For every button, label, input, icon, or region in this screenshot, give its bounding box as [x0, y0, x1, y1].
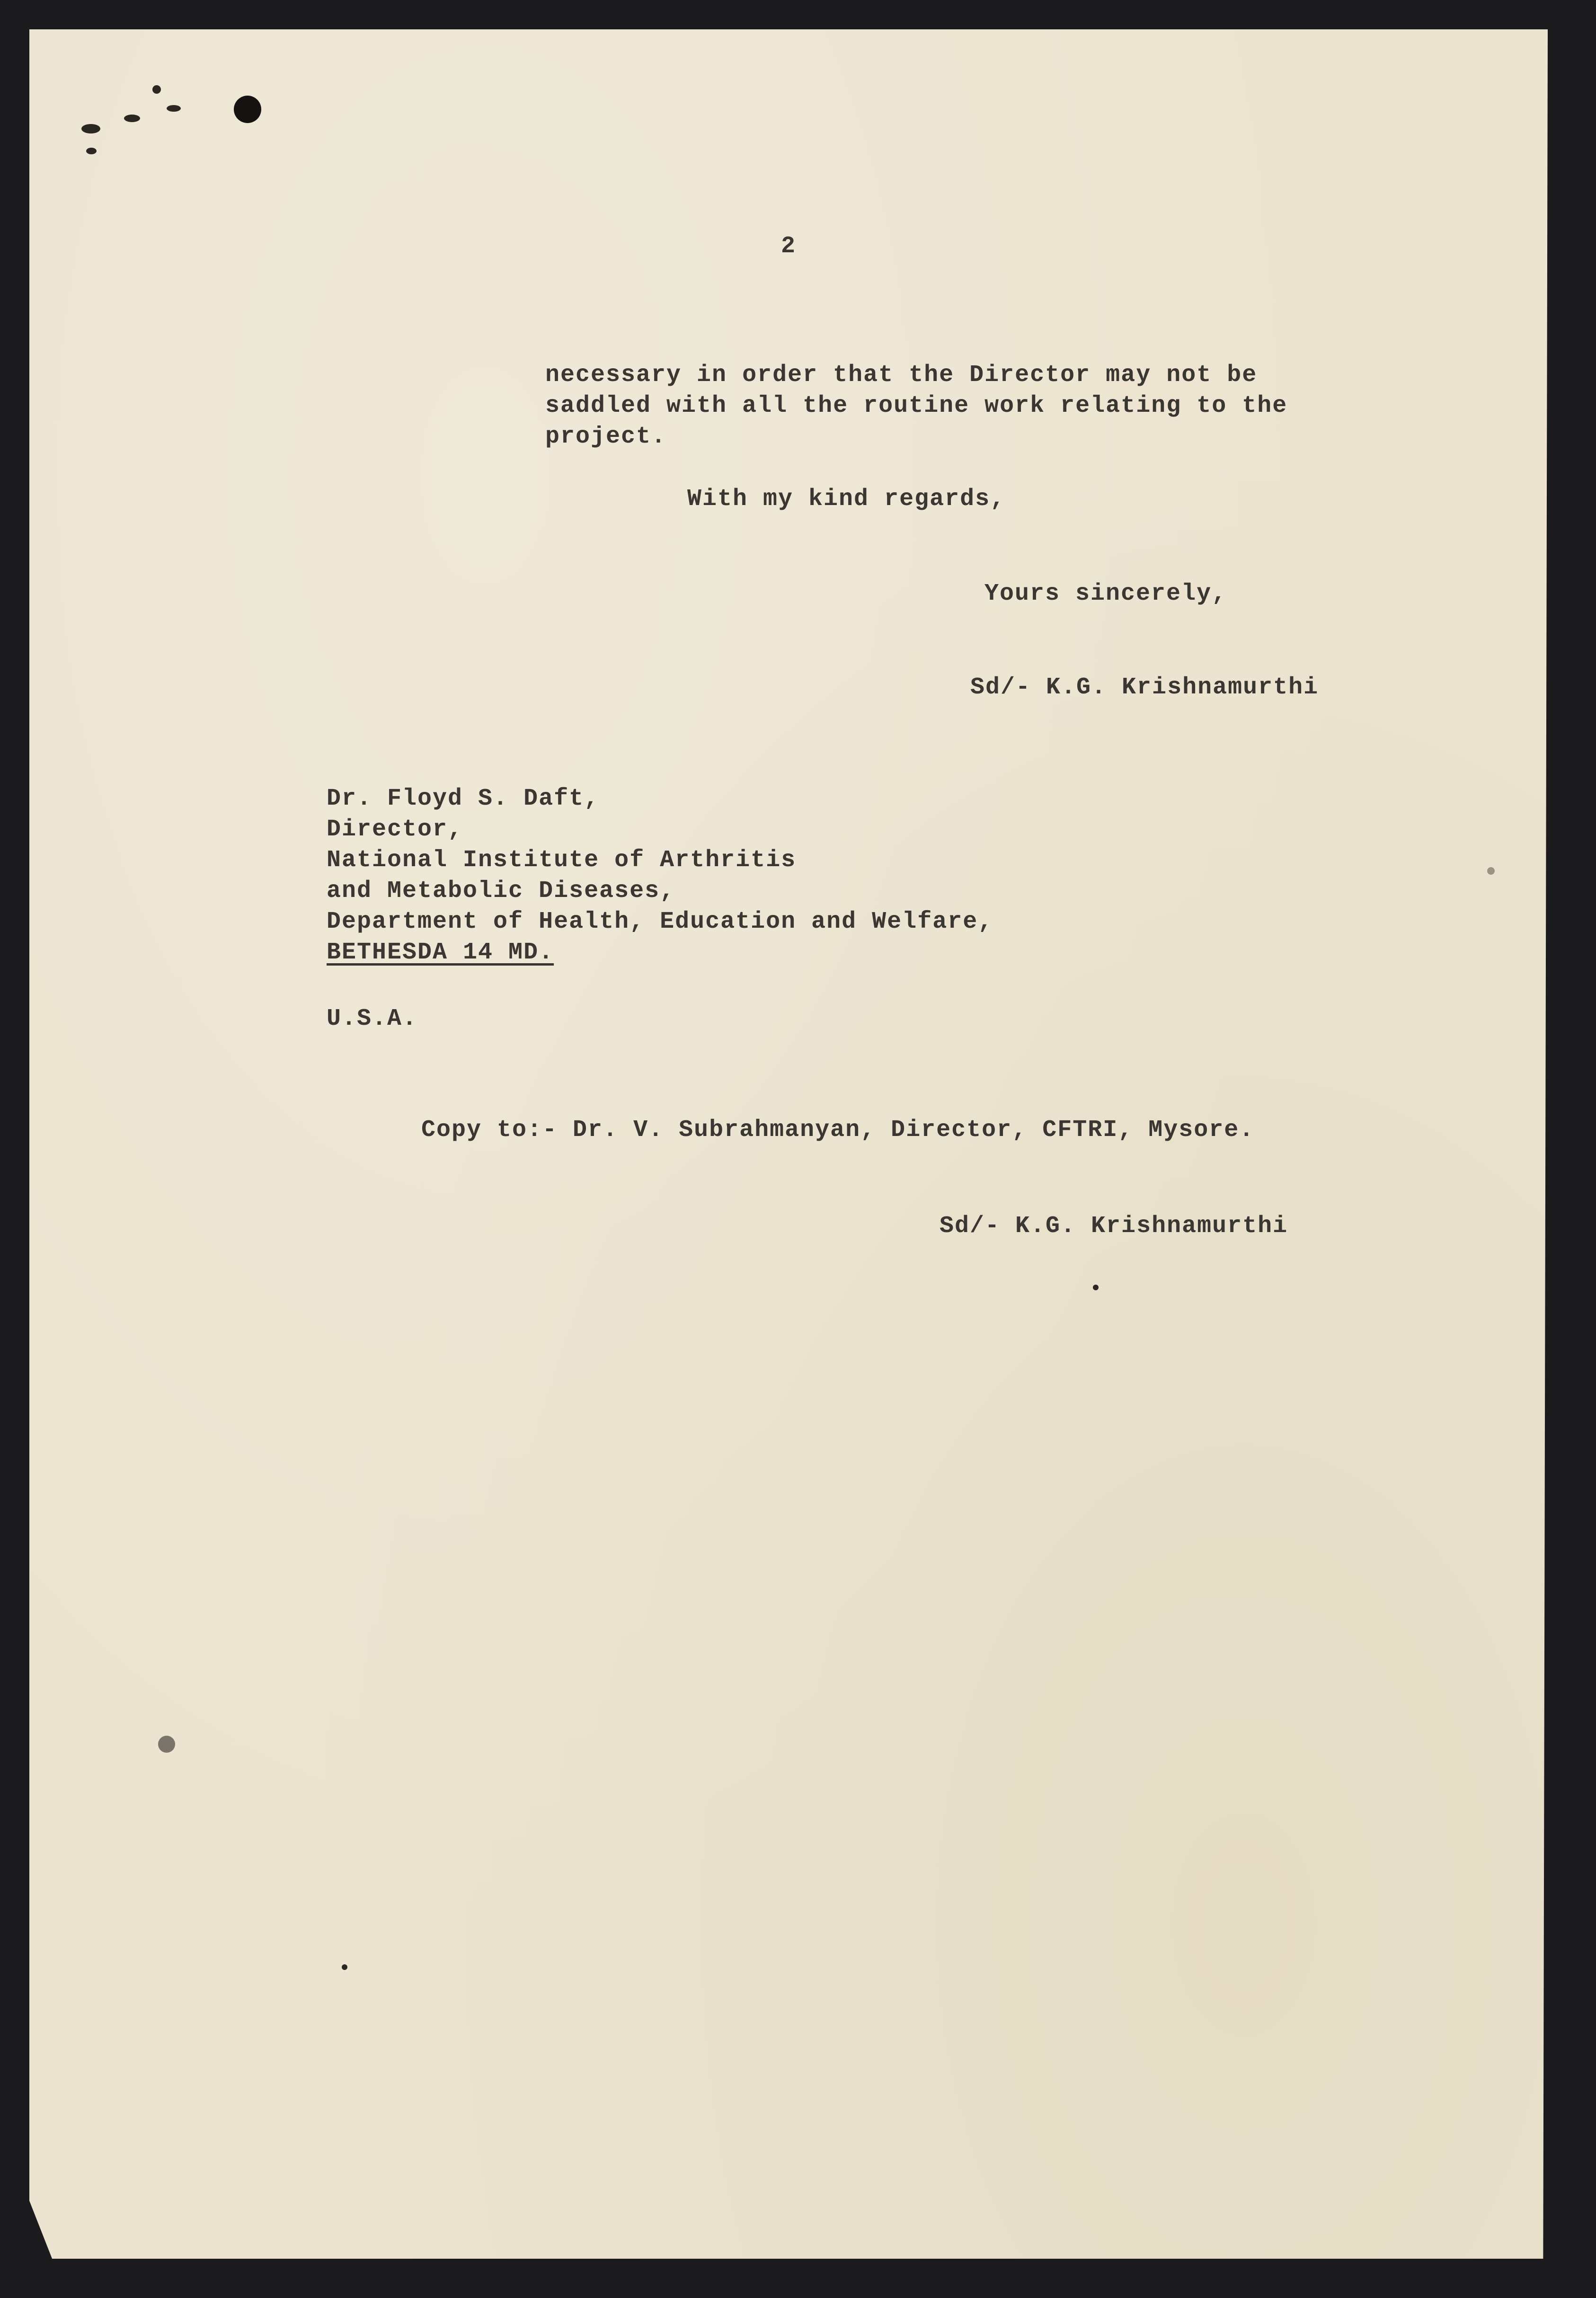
recipient-name: Dr. Floyd S. Daft, [327, 785, 600, 812]
body-line: project. [545, 423, 667, 450]
recipient-institute: and Metabolic Diseases, [327, 878, 675, 905]
stain-mark [342, 1964, 347, 1970]
recipient-title: Director, [327, 816, 463, 843]
page-number: 2 [781, 233, 797, 260]
stain-mark [1093, 1285, 1099, 1290]
copy-to-line: Copy to:- Dr. V. Subrahmanyan, Director, CFTRI, Mysore. [421, 1117, 1255, 1144]
closing-regards: With my kind regards, [687, 486, 1006, 513]
recipient-institute: National Institute of Arthritis [327, 847, 797, 874]
body-line: saddled with all the routine work relating to the [545, 392, 1288, 419]
valediction: Yours sincerely, [984, 580, 1227, 607]
stain-mark [152, 85, 161, 94]
stain-mark [124, 115, 140, 122]
stain-mark [81, 124, 100, 133]
recipient-country: U.S.A. [327, 1005, 418, 1032]
recipient-city: BETHESDA 14 MD. [327, 939, 554, 966]
stain-mark [86, 148, 97, 154]
stain-mark [158, 1736, 175, 1753]
stain-mark [167, 105, 181, 112]
recipient-department: Department of Health, Education and Welfare, [327, 908, 993, 935]
body-line: necessary in order that the Director may not be [545, 362, 1258, 389]
signature: Sd/- K.G. Krishnamurthi [970, 674, 1319, 701]
punch-hole-mark [234, 96, 261, 123]
copy-signature: Sd/- K.G. Krishnamurthi [940, 1213, 1288, 1240]
stain-mark [1487, 867, 1495, 875]
